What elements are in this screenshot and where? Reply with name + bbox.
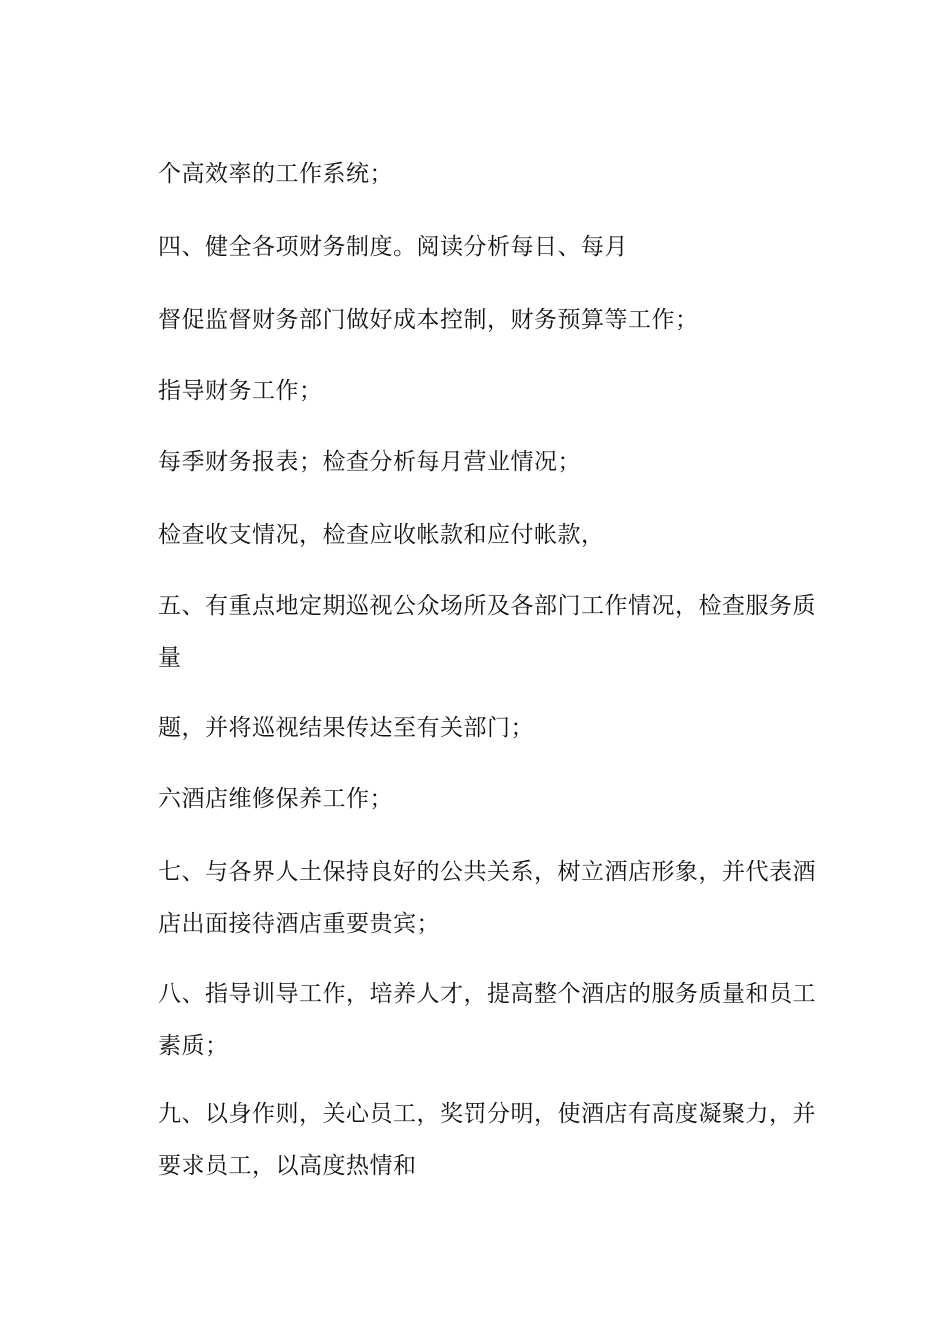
paragraph-line: 每季财务报表；检查分析每月营业情况； — [158, 449, 581, 475]
paragraph-line: 九、以身作则，关心员工，奖罚分明，使酒店有高度凝聚力，并 — [158, 1101, 816, 1127]
paragraph-line: 店出面接待酒店重要贵宾； — [158, 911, 440, 937]
paragraph-7 — [158, 580, 816, 684]
paragraph-12 — [158, 1088, 816, 1192]
paragraph-line: 八、指导训导工作，培养人才，提高整个酒店的服务质量和员工 — [158, 981, 816, 1007]
paragraph-line: 指导财务工作； — [158, 378, 323, 404]
paragraph-1 — [158, 148, 790, 200]
paragraph-10 — [158, 846, 816, 950]
paragraph-line: 素质； — [158, 1033, 229, 1059]
paragraph-line: 四、健全各项财务制度。阅读分析每日、每月 — [158, 234, 628, 260]
paragraph-4 — [158, 365, 790, 417]
paragraph-line: 检查收支情况，检查应收帐款和应付帐款， — [158, 522, 605, 548]
paragraph-6 — [158, 509, 790, 561]
paragraph-line: 七、与各界人土保持良好的公共关系，树立酒店形象，并代表酒 — [158, 859, 816, 885]
paragraph-11 — [158, 968, 816, 1072]
paragraph-8 — [158, 702, 790, 754]
paragraph-line: 题，并将巡视结果传达至有关部门； — [158, 715, 534, 741]
paragraph-9 — [158, 773, 790, 825]
paragraph-line: 量 — [158, 645, 182, 671]
paragraph-line: 六酒店维修保养工作； — [158, 786, 393, 812]
paragraph-line: 督促监督财务部门做好成本控制，财务预算等工作； — [158, 307, 699, 333]
paragraph-line: 要求员工，以高度热情和 — [158, 1153, 417, 1179]
paragraph-3 — [158, 294, 790, 346]
paragraph-line: 五、有重点地定期巡视公众场所及各部门工作情况，检查服务质 — [158, 593, 816, 619]
paragraph-5 — [158, 436, 790, 488]
paragraph-2 — [158, 221, 790, 273]
paragraph-line: 个高效率的工作系统； — [158, 161, 393, 187]
